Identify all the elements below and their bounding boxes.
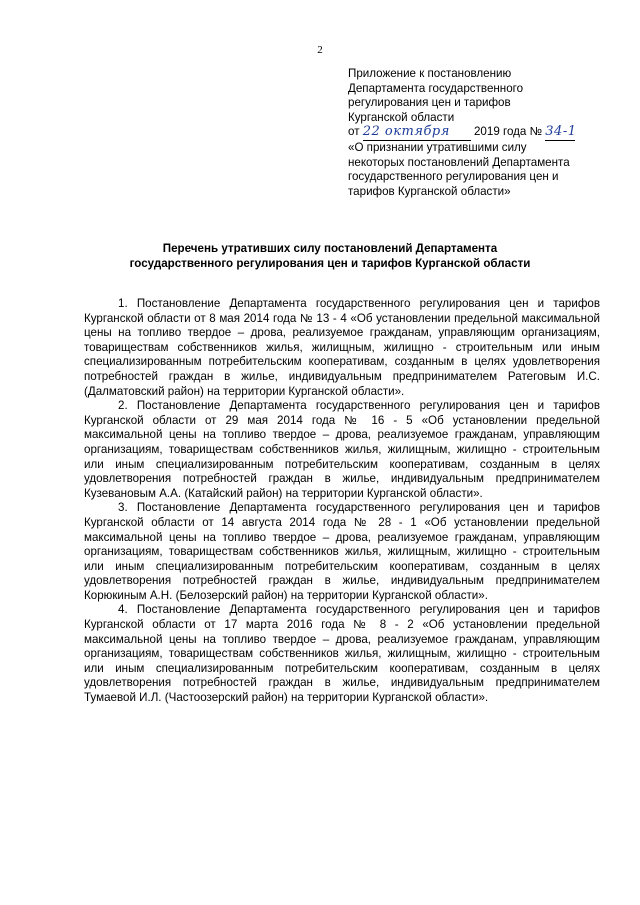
- handwritten-number: 34-1: [545, 124, 577, 140]
- list-item: 1. Постановление Департамента государственного регулирования цен и тарифов Курганской области от 8 мая 2014 года № 13 - 4 «Об установлении предельной максимальной цены на топливо твердое – дрова, реализуемое гражданам, управляющим организациям, товариществам собственников жилья, жилищным, жилищно - строительным или иным специализированным потребительским кооперативам, созданным в целях удовлетворения потребностей граждан в жилье, индивидуальным предпринимателем Ратеговым И.С. (Далматовский район) на территории Курганской области».: [84, 297, 600, 398]
- list-item: 2. Постановление Департамента государственного регулирования цен и тарифов Курганской области от 29 мая 2014 года № 16 - 5 «Об установлении предельной максимальной цены на топливо твердое – дрова, реализуемое гражданам, управляющим организациям, товариществам собственников жилья, жилищным, жилищно - строительным или иным специализированным потребительским кооперативам, созданным в целях удовлетворения потребностей граждан в жилье, индивидуальным предпринимателем Кузеванoвым А.А. (Катайский район) на территории Курганской области».: [84, 399, 600, 500]
- appendix-line: регулирования цен и тарифов: [348, 96, 511, 110]
- date-blank: [363, 125, 471, 141]
- list-item: 3. Постановление Департамента государственного регулирования цен и тарифов Курганской области от 14 августа 2014 года № 28 - 1 «Об установлении предельной максимальной цены на топливо твердое – дрова, реализуемое гражданам, управляющим организациям, товариществам собственников жилья, жилищным, жилищно - строительным или иным специализированным потребительским кооперативам, созданным в целях удовлетворения потребностей граждан в жилье, индивидуальным предпринимателем Корюкиным А.Н. (Белозерский район) на территории Курганской области».: [84, 501, 600, 602]
- page-number: 2: [317, 44, 323, 56]
- date-prefix: от: [348, 125, 360, 139]
- appendix-subject-line: «О признании утратившими силу: [348, 140, 527, 154]
- appendix-line: Курганской области: [348, 110, 455, 124]
- appendix-line: Приложение к постановлению: [348, 67, 512, 80]
- appendix-subject-line: некоторых постановлений Департамента: [348, 155, 570, 169]
- appendix-header: [348, 67, 610, 199]
- list-item: 4. Постановление Департамента государственного регулирования цен и тарифов Курганской области от 17 марта 2016 года № 8 - 2 «Об установлении предельной максимальной цены на топливо твердое – дрова, реализуемое гражданам, управляющим организациям, товариществам собственников жилья, жилищным, жилищно - строительным или иным специализированным потребительским кооперативам, созданным в целях удовлетворения потребностей граждан в жилье, индивидуальным предпринимателем Тумаевой И.Л. (Частоозерский район) на территории Курганской области».: [84, 603, 600, 705]
- appendix-date-line: [348, 125, 610, 141]
- title-line: Перечень утративших силу постановлений Департамента: [162, 242, 498, 255]
- appendix-line: Департамента государственного: [348, 81, 524, 95]
- handwritten-date: 22 октября: [362, 124, 450, 140]
- document-body: [84, 297, 600, 706]
- number-blank: [545, 125, 575, 141]
- title-line: государственного регулирования цен и тарифов Курганской области: [129, 256, 531, 270]
- appendix-subject-line: тарифов Курганской области»: [348, 184, 511, 198]
- appendix-subject-line: государственного регулирования цен и: [348, 170, 559, 184]
- date-year: 2019 года №: [473, 125, 543, 139]
- document-title: [60, 242, 600, 271]
